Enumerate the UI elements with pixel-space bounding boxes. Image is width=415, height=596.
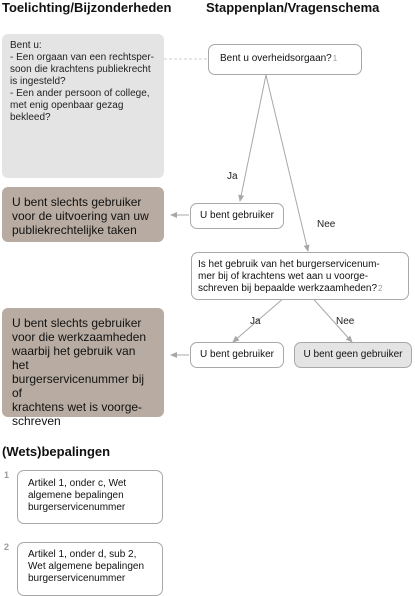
result-2-answer-box — [190, 342, 284, 368]
provision-2-line: Artikel 1, onder d, sub 2, — [28, 549, 137, 560]
result-1-explanation-line: publiekrechtelijke taken — [12, 223, 137, 237]
result-2-answer-text: U bent gebruiker — [200, 349, 274, 360]
explanation-line: bekleed? — [10, 112, 51, 123]
result-2-explanation-line: voor die werkzaamheden — [12, 330, 147, 344]
edge-label-yes-1: Ja — [227, 171, 238, 182]
explanation-line: - Een ander persoon of college, — [10, 88, 150, 99]
question-1-box — [208, 44, 362, 75]
provision-2-number: 2 — [4, 542, 10, 552]
heading-flowchart: Stappenplan/Vragenschema — [206, 0, 380, 15]
question-2-line: schreven bij bepaalde werkzaamheden? — [198, 283, 378, 294]
explanation-line: soon die krachtens publiekrecht — [10, 64, 151, 75]
provision-2-line: burgerservicenummer — [28, 573, 126, 584]
explanation-line: Bent u: — [10, 40, 42, 51]
result-1-answer-text: U bent gebruiker — [200, 210, 274, 221]
result-3-answer-box — [294, 342, 412, 368]
edge-label-yes-2: Ja — [250, 316, 261, 327]
question-1-ref: 1 — [332, 54, 338, 63]
question-1-text: Bent u overheidsorgaan? — [220, 53, 332, 64]
provision-1-line: algemene bepalingen — [28, 490, 124, 501]
result-2-explanation-line: schreven — [12, 414, 61, 428]
explanation-line: is ingesteld? — [10, 76, 66, 87]
edge-q1-yes — [240, 75, 266, 201]
question-2-line: mer bij of krachtens wet aan u voorge- — [198, 271, 369, 282]
result-1-explanation-line: voor de uitvoering van uw — [12, 209, 149, 223]
provision-1-line: Artikel 1, onder c, Wet — [28, 478, 127, 489]
result-2-explanation-line: krachtens wet is voorge- — [12, 400, 143, 414]
question-2-box — [191, 252, 409, 300]
question-2-ref: 2 — [378, 284, 383, 293]
explanation-line: - Een orgaan van een rechtsper- — [10, 52, 154, 63]
edge-label-no-1: Nee — [317, 219, 336, 230]
heading-explanations: Toelichting/Bijzonderheden — [2, 0, 172, 15]
edge-label-no-2: Nee — [336, 316, 355, 327]
provision-1-number: 1 — [4, 470, 10, 480]
result-1-answer-box — [190, 203, 284, 229]
result-1-explanation-line: U bent slechts gebruiker — [12, 195, 142, 209]
question-2-line: Is het gebruik van het burgerservicenum- — [198, 259, 380, 270]
result-2-explanation-box — [2, 308, 164, 428]
result-3-answer-text: U bent geen gebruiker — [303, 349, 403, 360]
provision-1-box — [17, 470, 163, 524]
explanation-line: met enig openbaar gezag — [10, 100, 124, 111]
provision-2-box — [17, 542, 163, 596]
heading-provisions: (Wets)bepalingen — [2, 444, 111, 459]
provision-1-line: burgerservicenummer — [28, 502, 126, 513]
result-1-explanation-box — [2, 187, 164, 242]
result-2-explanation-line: waarbij het gebruik van het — [12, 344, 136, 372]
result-2-explanation-line: U bent slechts gebruiker — [12, 316, 142, 330]
result-2-explanation-line: burgerservicenummer bij of — [12, 372, 145, 400]
provision-2-line: Wet algemene bepalingen — [28, 561, 145, 572]
explanation-box — [2, 34, 164, 178]
